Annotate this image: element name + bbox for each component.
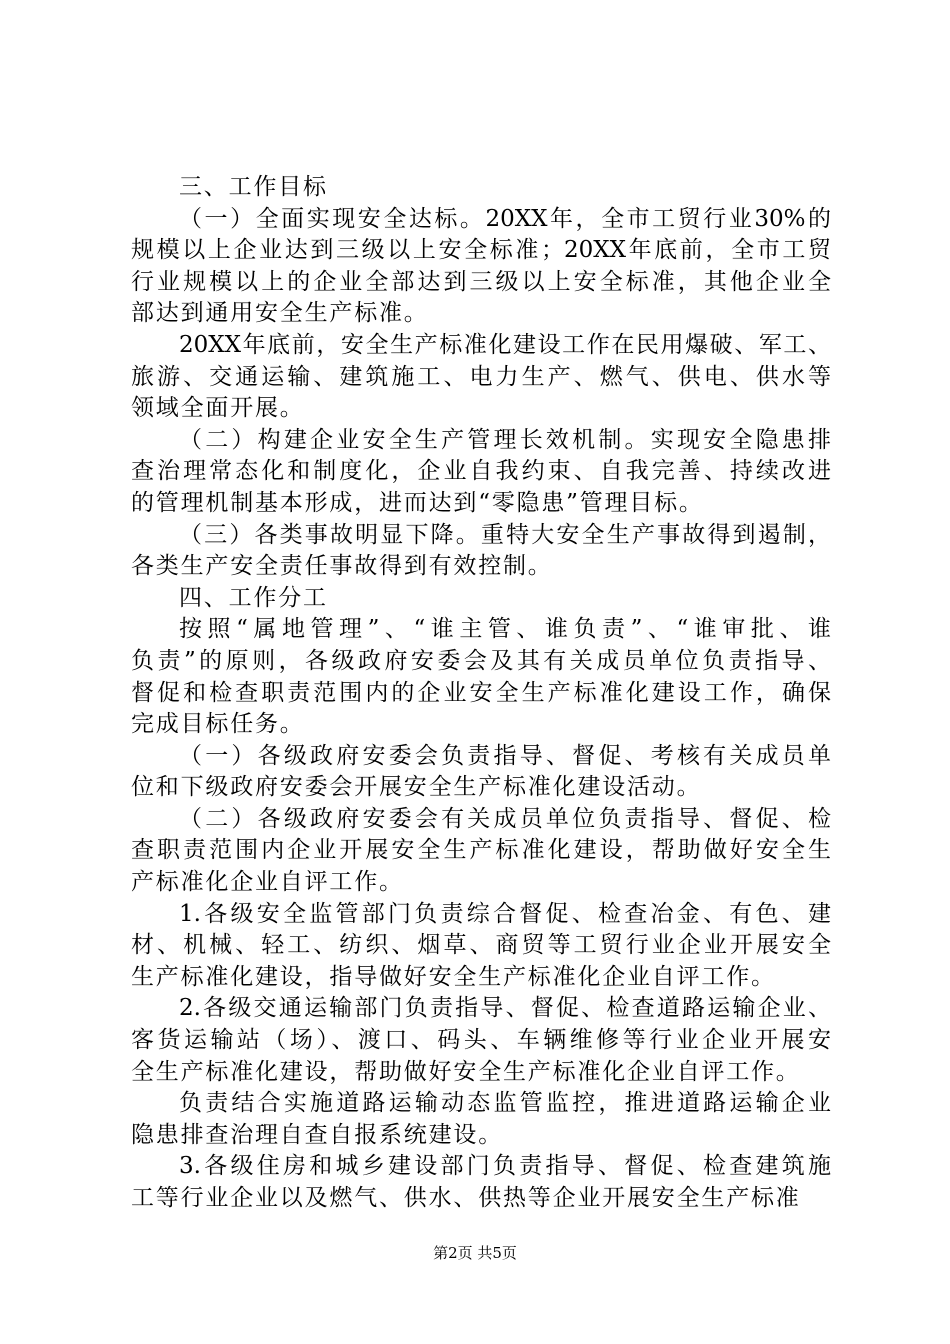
- text-line: （二）构建企业安全生产管理长效机制。实现安全隐患排: [179, 426, 831, 453]
- text-line: 负责”的原则，各级政府安委会及其有关成员单位负责指导、: [131, 647, 831, 674]
- text-line: 三、工作目标: [179, 174, 328, 200]
- text-line: （二）各级政府安委会有关成员单位负责指导、督促、检: [179, 805, 831, 832]
- text-line: 生产标准化建设，指导做好安全生产标准化企业自评工作。: [131, 963, 776, 990]
- text-line: 3.各级住房和城乡建设部门负责指导、督促、检查建筑施: [179, 1153, 831, 1180]
- text-line: 行业规模以上的企业全部达到三级以上安全标准，其他企业全: [131, 268, 831, 295]
- text-line: 完成目标任务。: [131, 711, 305, 738]
- text-line: 查职责范围内企业开展安全生产标准化建设，帮助做好安全生: [131, 837, 831, 864]
- text-line: 旅游、交通运输、建筑施工、电力生产、燃气、供电、供水等: [131, 363, 831, 390]
- text-line: 2.各级交通运输部门负责指导、督促、检查道路运输企业、: [179, 995, 831, 1022]
- text-line: 部达到通用安全生产标准。: [131, 300, 429, 327]
- text-line: 20XX年底前，安全生产标准化建设工作在民用爆破、军工、: [179, 331, 831, 358]
- text-line: （一）各级政府安委会负责指导、督促、考核有关成员单: [179, 742, 831, 769]
- text-line: 督促和检查职责范围内的企业安全生产标准化建设工作，确保: [131, 679, 831, 706]
- text-line: 按照“属地管理”、“谁主管、谁负责”、“谁审批、谁: [179, 616, 831, 643]
- text-line: 负责结合实施道路运输动态监管监控，推进道路运输企业: [179, 1090, 831, 1117]
- text-line: （三）各类事故明显下降。重特大安全生产事故得到遏制，: [179, 521, 831, 548]
- text-line: 位和下级政府安委会开展安全生产标准化建设活动。: [131, 774, 702, 801]
- page-footer: 第2页 共5页: [433, 1244, 517, 1262]
- text-line: 四、工作分工: [179, 584, 328, 611]
- text-line: 工等行业企业以及燃气、供水、供热等企业开展安全生产标准: [131, 1185, 801, 1211]
- text-line: 规模以上企业达到三级以上安全标准；20XX年底前，全市工贸: [131, 237, 831, 264]
- text-line: 隐患排查治理自查自报系统建设。: [131, 1121, 503, 1148]
- text-line: 各类生产安全责任事故得到有效控制。: [131, 553, 553, 580]
- text-line: 全生产标准化建设，帮助做好安全生产标准化企业自评工作。: [131, 1058, 801, 1085]
- text-line: 材、机械、轻工、纺织、烟草、商贸等工贸行业企业开展安全: [131, 932, 831, 959]
- text-line: 的管理机制基本形成，进而达到“零隐患”管理目标。: [131, 489, 704, 516]
- document-body: [131, 172, 831, 1215]
- text-line: 客货运输站（场）、渡口、码头、车辆维修等行业企业开展安: [131, 1027, 831, 1054]
- text-line: 查治理常态化和制度化，企业自我约束、自我完善、持续改进: [131, 458, 831, 485]
- text-line: （一）全面实现安全达标。20XX年，全市工贸行业30%的: [179, 205, 831, 232]
- text-line: 1.各级安全监管部门负责综合督促、检查冶金、有色、建: [179, 900, 831, 927]
- text-line: 产标准化企业自评工作。: [131, 869, 404, 896]
- text-line: 领域全面开展。: [131, 395, 305, 422]
